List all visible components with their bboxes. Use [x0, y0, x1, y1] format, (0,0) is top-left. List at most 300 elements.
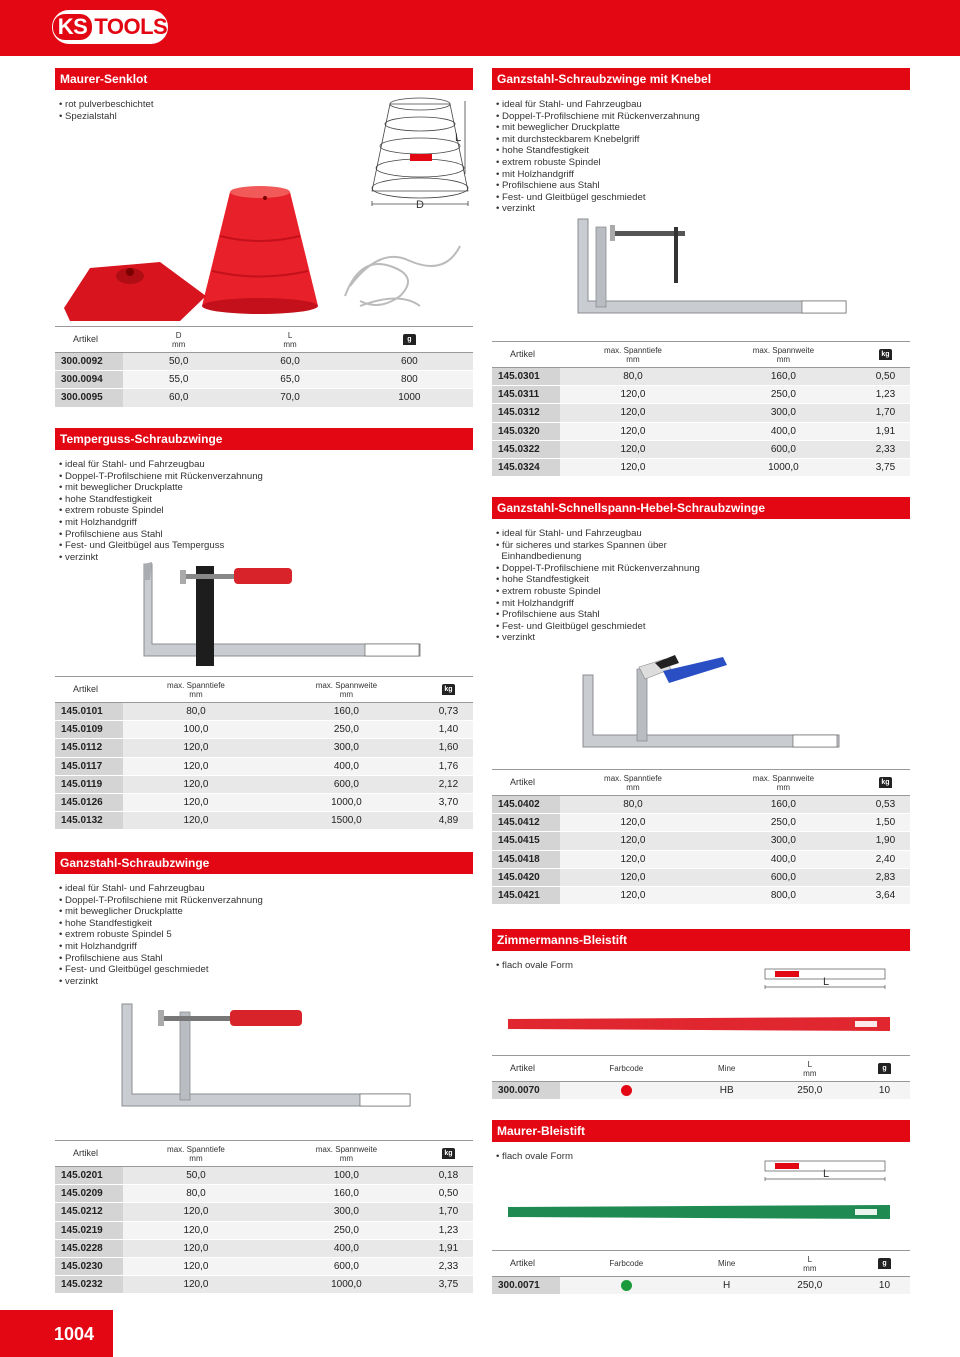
- table-row: [492, 850, 910, 868]
- weight-icon: g: [878, 1258, 891, 1269]
- table-cell-col1: 120,0: [560, 832, 706, 850]
- table-cell-col2: 300,0: [269, 1203, 424, 1221]
- col-header-spannweite-unit: mm: [776, 782, 791, 792]
- table-cell-col1: 55,0: [123, 371, 234, 389]
- feature-item: • rot pulverbeschichtet: [59, 99, 473, 111]
- table-cell-col2: 100,0: [269, 1167, 424, 1185]
- hebel-table: [492, 769, 910, 905]
- feature-item: • flach ovale Form: [496, 1151, 910, 1163]
- feature-list: [59, 459, 473, 563]
- zimmermann-table: [492, 1055, 910, 1100]
- section-title: Maurer-Bleistift: [492, 1120, 910, 1142]
- feature-item: • verzinkt: [59, 976, 473, 988]
- col-header-l-unit: mm: [283, 339, 297, 349]
- col-header-spanntiefe: [123, 1141, 269, 1167]
- feature-item: • mit Holzhandgriff: [59, 517, 473, 529]
- table-cell-col3: 3,75: [861, 458, 910, 476]
- table-cell-col2: 160,0: [706, 368, 861, 386]
- section-title: Ganzstahl-Schnellspann-Hebel-Schraubzwinge: [492, 497, 910, 519]
- col-header-l-unit: mm: [803, 1068, 817, 1078]
- col-header-spannweite-label: max. Spannweite: [752, 345, 815, 355]
- table-cell-artikel: 145.0209: [55, 1185, 123, 1203]
- col-header-d: [123, 327, 234, 353]
- logo-mark-icon: [775, 1163, 799, 1169]
- col-header-artikel: Artikel: [492, 1056, 560, 1082]
- feature-item: • mit beweglicher Druckplatte: [59, 906, 473, 918]
- table-cell-artikel: 145.0320: [492, 422, 560, 440]
- table-cell-col3: 2,40: [861, 850, 910, 868]
- feature-item: Einhandbedienung: [501, 551, 582, 563]
- table-cell-col3: 0,53: [861, 796, 910, 814]
- table-row: [55, 1185, 473, 1203]
- table-row: [492, 458, 910, 476]
- table-cell-artikel: 145.0201: [55, 1167, 123, 1185]
- feature-item: • Doppel-T-Profilschiene mit Rückenverzahnung: [59, 471, 473, 483]
- table-cell-artikel: 145.0126: [55, 793, 123, 811]
- table-cell-artikel: 145.0101: [55, 703, 123, 721]
- table-row: [55, 703, 473, 721]
- feature-item: • hohe Standfestigkeit: [496, 145, 910, 157]
- col-header-l-label: L: [807, 1254, 813, 1264]
- col-header-mine: Mine: [693, 1056, 761, 1082]
- ganzstahl-clamp-image: [110, 1000, 420, 1115]
- feature-item: • mit Holzhandgriff: [59, 941, 473, 953]
- table-cell-col2: 600,0: [706, 440, 861, 458]
- feature-item: • Fest- und Gleitbügel aus Temperguss: [59, 540, 473, 552]
- logo-text-right: TOOLS: [94, 14, 168, 39]
- table-cell-farbcode: [560, 1082, 693, 1100]
- table-cell-col2: 65,0: [234, 371, 345, 389]
- table-cell-col3: 1,90: [861, 832, 910, 850]
- col-header-weight: [346, 327, 473, 353]
- dimension-d-label: D: [416, 199, 424, 211]
- top-bar: [0, 0, 960, 56]
- feature-item: • extrem robuste Spindel 5: [59, 929, 473, 941]
- col-header-spannweite-label: max. Spannweite: [752, 773, 815, 783]
- col-header-spanntiefe-label: max. Spanntiefe: [604, 773, 662, 783]
- table-cell-artikel: 145.0109: [55, 721, 123, 739]
- dimension-l-label: L: [455, 132, 462, 144]
- table-cell-col3: 2,12: [424, 775, 473, 793]
- feature-item: • Spezialstahl: [59, 111, 473, 123]
- feature-item: • Profilschiene aus Stahl: [59, 953, 473, 965]
- table-cell-farbcode: [560, 1277, 693, 1295]
- temperguss-table: [55, 676, 473, 830]
- feature-item: • ideal für Stahl- und Fahrzeugbau: [59, 459, 473, 471]
- col-header-spannweite-label: max. Spannweite: [315, 680, 378, 690]
- feature-item: • extrem robuste Spindel: [496, 157, 910, 169]
- table-cell-artikel: 300.0070: [492, 1082, 560, 1100]
- feature-item: • verzinkt: [496, 203, 910, 215]
- table-cell-col1: 50,0: [123, 353, 234, 371]
- feature-item: • Profilschiene aus Stahl: [59, 529, 473, 541]
- table-cell-weight: 10: [859, 1277, 910, 1295]
- table-cell-col3: 3,70: [424, 793, 473, 811]
- feature-item: • ideal für Stahl- und Fahrzeugbau: [496, 99, 910, 111]
- table-cell-col2: 400,0: [706, 850, 861, 868]
- table-cell-col3: 3,64: [861, 886, 910, 904]
- zimmermann-pencil-image: [505, 965, 895, 1040]
- table-cell-col3: 600: [346, 353, 473, 371]
- temperguss-clamp-image: [130, 560, 430, 670]
- table-cell-col3: 1,91: [424, 1239, 473, 1257]
- col-header-farbcode: Farbcode: [560, 1056, 693, 1082]
- table-cell-artikel: 145.0230: [55, 1257, 123, 1275]
- table-cell-col1: 80,0: [123, 703, 269, 721]
- feature-item: • mit beweglicher Druckplatte: [59, 482, 473, 494]
- table-cell-col1: 120,0: [123, 775, 269, 793]
- table-row: [55, 721, 473, 739]
- feature-item: • verzinkt: [496, 632, 910, 644]
- table-row: [492, 796, 910, 814]
- weight-icon: kg: [879, 349, 892, 360]
- table-cell-col3: 1,50: [861, 814, 910, 832]
- table-row: [492, 832, 910, 850]
- table-cell-artikel: 145.0412: [492, 814, 560, 832]
- table-row: [492, 440, 910, 458]
- col-header-artikel: Artikel: [55, 1141, 123, 1167]
- table-cell-col2: 1000,0: [269, 793, 424, 811]
- col-header-l: [761, 1251, 859, 1277]
- table-cell-col1: 60,0: [123, 389, 234, 407]
- col-header-artikel: Artikel: [55, 677, 123, 703]
- table-cell-col2: 600,0: [269, 1257, 424, 1275]
- feature-item: • ideal für Stahl- und Fahrzeugbau: [496, 528, 910, 540]
- weight-icon: kg: [442, 684, 455, 695]
- feature-item: • Fest- und Gleitbügel geschmiedet: [59, 964, 473, 976]
- table-cell-artikel: 300.0071: [492, 1277, 560, 1295]
- table-cell-artikel: 145.0132: [55, 812, 123, 830]
- table-row: [55, 353, 473, 371]
- table-cell-col3: 1,70: [861, 404, 910, 422]
- feature-list: [59, 883, 473, 987]
- table-cell-col2: 250,0: [706, 386, 861, 404]
- table-cell-col1: 120,0: [560, 886, 706, 904]
- ganzstahl-table: [55, 1140, 473, 1294]
- table-cell-col1: 80,0: [560, 368, 706, 386]
- table-row: [492, 368, 910, 386]
- col-header-weight: [859, 1251, 910, 1277]
- table-cell-col3: 2,33: [424, 1257, 473, 1275]
- col-header-spannweite-unit: mm: [339, 1153, 354, 1163]
- table-row: [492, 814, 910, 832]
- table-cell-col1: 120,0: [560, 440, 706, 458]
- col-header-spanntiefe-unit: mm: [189, 1153, 203, 1163]
- col-header-weight: [424, 677, 473, 703]
- weight-icon: g: [403, 334, 416, 345]
- table-cell-col2: 160,0: [706, 796, 861, 814]
- table-row: [55, 1257, 473, 1275]
- table-row: [492, 868, 910, 886]
- col-header-spanntiefe-label: max. Spanntiefe: [604, 345, 662, 355]
- table-row: [55, 1221, 473, 1239]
- section-ganzstahl: [55, 852, 473, 987]
- table-row: [55, 812, 473, 830]
- col-header-mine: Mine: [693, 1251, 761, 1277]
- table-row: [492, 386, 910, 404]
- feature-item: • hohe Standfestigkeit: [59, 918, 473, 930]
- table-cell-col3: 1,91: [861, 422, 910, 440]
- table-cell-artikel: 145.0311: [492, 386, 560, 404]
- dimension-l-label: L: [823, 976, 830, 988]
- table-cell-artikel: 300.0092: [55, 353, 123, 371]
- col-header-artikel: Artikel: [492, 770, 560, 796]
- logo-mark-icon: [775, 971, 799, 977]
- col-header-artikel: Artikel: [492, 1251, 560, 1277]
- feature-item: • Doppel-T-Profilschiene mit Rückenverzahnung: [496, 563, 910, 575]
- section-title: Zimmermanns-Bleistift: [492, 929, 910, 951]
- col-header-weight: [861, 342, 910, 368]
- table-cell-col2: 160,0: [269, 1185, 424, 1203]
- feature-item: • hohe Standfestigkeit: [59, 494, 473, 506]
- section-temperguss: [55, 428, 473, 563]
- table-row: [55, 1203, 473, 1221]
- table-cell-artikel: 145.0420: [492, 868, 560, 886]
- logo-text-left: KS: [53, 14, 93, 40]
- table-cell-artikel: 145.0112: [55, 739, 123, 757]
- table-row: [492, 404, 910, 422]
- table-cell-col2: 400,0: [269, 1239, 424, 1257]
- col-header-l-unit: mm: [803, 1263, 817, 1273]
- feature-item: • extrem robuste Spindel: [59, 505, 473, 517]
- table-cell-l: 250,0: [761, 1082, 859, 1100]
- table-cell-col1: 120,0: [560, 850, 706, 868]
- col-header-spannweite: [269, 1141, 424, 1167]
- table-cell-col3: 3,75: [424, 1276, 473, 1294]
- table-cell-col3: 1000: [346, 389, 473, 407]
- table-cell-col2: 300,0: [706, 832, 861, 850]
- table-cell-col1: 80,0: [560, 796, 706, 814]
- table-cell-col3: 800: [346, 371, 473, 389]
- maurer-bleistift-table: [492, 1250, 910, 1295]
- col-header-spanntiefe: [560, 770, 706, 796]
- col-header-artikel: Artikel: [492, 342, 560, 368]
- table-row: [492, 1082, 910, 1100]
- col-header-artikel: Artikel: [55, 327, 123, 353]
- table-cell-col3: 2,83: [861, 868, 910, 886]
- feature-item: • Doppel-T-Profilschiene mit Rückenverzahnung: [59, 895, 473, 907]
- table-cell-col1: 120,0: [123, 1257, 269, 1275]
- table-cell-col3: 1,40: [424, 721, 473, 739]
- table-cell-col1: 120,0: [123, 739, 269, 757]
- table-row: [55, 1276, 473, 1294]
- section-title: Maurer-Senklot: [55, 68, 473, 90]
- table-cell-col1: 120,0: [123, 812, 269, 830]
- table-cell-col2: 1000,0: [706, 458, 861, 476]
- col-header-spannweite-unit: mm: [776, 354, 791, 364]
- table-cell-col2: 70,0: [234, 389, 345, 407]
- table-cell-artikel: 145.0232: [55, 1276, 123, 1294]
- col-header-spanntiefe-unit: mm: [189, 689, 203, 699]
- table-cell-artikel: 145.0322: [492, 440, 560, 458]
- feature-item: • mit Holzhandgriff: [496, 598, 910, 610]
- col-header-d-unit: mm: [172, 339, 186, 349]
- hebel-clamp-image: [575, 655, 845, 755]
- table-cell-artikel: 145.0415: [492, 832, 560, 850]
- table-cell-col1: 120,0: [560, 868, 706, 886]
- table-cell-artikel: 145.0228: [55, 1239, 123, 1257]
- table-row: [55, 371, 473, 389]
- table-row: [492, 1277, 910, 1295]
- table-cell-col2: 250,0: [269, 1221, 424, 1239]
- section-title: Ganzstahl-Schraubzwinge: [55, 852, 473, 874]
- table-cell-col2: 800,0: [706, 886, 861, 904]
- table-cell-col1: 120,0: [123, 1203, 269, 1221]
- table-cell-col2: 400,0: [269, 757, 424, 775]
- table-cell-col2: 300,0: [269, 739, 424, 757]
- dimension-l-label: L: [823, 1168, 830, 1180]
- feature-item: • verzinkt: [59, 552, 473, 564]
- table-row: [55, 389, 473, 407]
- table-cell-col3: 1,76: [424, 757, 473, 775]
- table-cell-col2: 600,0: [706, 868, 861, 886]
- logo-mark-icon: [410, 154, 432, 161]
- table-cell-mine: HB: [693, 1082, 761, 1100]
- table-cell-artikel: 145.0212: [55, 1203, 123, 1221]
- table-row: [55, 1239, 473, 1257]
- col-header-weight: [424, 1141, 473, 1167]
- feature-item: • Profilschiene aus Stahl: [496, 609, 910, 621]
- table-cell-artikel: 145.0402: [492, 796, 560, 814]
- table-cell-col2: 250,0: [706, 814, 861, 832]
- table-row: [55, 757, 473, 775]
- feature-item: • mit beweglicher Druckplatte: [496, 122, 910, 134]
- feature-item: • mit durchsteckbarem Knebelgriff: [496, 134, 910, 146]
- table-cell-artikel: 300.0095: [55, 389, 123, 407]
- section-knebel: [492, 68, 910, 215]
- table-cell-col3: 1,23: [424, 1221, 473, 1239]
- color-dot-icon: [621, 1085, 632, 1096]
- table-cell-col1: 100,0: [123, 721, 269, 739]
- table-row: [55, 793, 473, 811]
- table-cell-col2: 250,0: [269, 721, 424, 739]
- feature-item: • flach ovale Form: [496, 960, 910, 972]
- page-number: 1004: [0, 1310, 113, 1357]
- brand-logo: [52, 10, 168, 44]
- col-header-spanntiefe-label: max. Spanntiefe: [167, 680, 225, 690]
- table-cell-col1: 80,0: [123, 1185, 269, 1203]
- col-header-d-label: D: [175, 330, 182, 340]
- feature-item: • ideal für Stahl- und Fahrzeugbau: [59, 883, 473, 895]
- col-header-weight: [859, 1056, 910, 1082]
- feature-item: • Doppel-T-Profilschiene mit Rückenverzahnung: [496, 111, 910, 123]
- section-title: Ganzstahl-Schraubzwinge mit Knebel: [492, 68, 910, 90]
- weight-icon: kg: [879, 777, 892, 788]
- table-cell-artikel: 145.0324: [492, 458, 560, 476]
- feature-list: [496, 99, 910, 215]
- table-row: [492, 886, 910, 904]
- table-cell-col3: 4,89: [424, 812, 473, 830]
- col-header-spanntiefe: [123, 677, 269, 703]
- table-cell-artikel: 145.0119: [55, 775, 123, 793]
- table-cell-col3: 2,33: [861, 440, 910, 458]
- table-cell-col1: 120,0: [560, 404, 706, 422]
- col-header-spannweite-label: max. Spannweite: [315, 1144, 378, 1154]
- table-cell-col1: 120,0: [123, 757, 269, 775]
- table-cell-col2: 1500,0: [269, 812, 424, 830]
- weight-icon: kg: [442, 1148, 455, 1159]
- feature-item: • Profilschiene aus Stahl: [496, 180, 910, 192]
- col-header-spanntiefe: [560, 342, 706, 368]
- table-cell-col1: 120,0: [123, 1221, 269, 1239]
- table-cell-col3: 0,50: [861, 368, 910, 386]
- table-cell-col1: 120,0: [560, 386, 706, 404]
- table-cell-col1: 120,0: [123, 793, 269, 811]
- table-cell-col2: 400,0: [706, 422, 861, 440]
- table-cell-l: 250,0: [761, 1277, 859, 1295]
- senklot-table: [55, 326, 473, 408]
- feature-item: • Fest- und Gleitbügel geschmiedet: [496, 192, 910, 204]
- knebel-table: [492, 341, 910, 477]
- table-cell-artikel: 300.0094: [55, 371, 123, 389]
- col-header-spanntiefe-unit: mm: [626, 354, 640, 364]
- feature-item: • mit Holzhandgriff: [496, 169, 910, 181]
- table-cell-col3: 0,73: [424, 703, 473, 721]
- color-dot-icon: [621, 1280, 632, 1291]
- feature-item: • hohe Standfestigkeit: [496, 574, 910, 586]
- table-cell-artikel: 145.0219: [55, 1221, 123, 1239]
- table-cell-mine: H: [693, 1277, 761, 1295]
- feature-item: • Fest- und Gleitbügel geschmiedet: [496, 621, 910, 633]
- table-cell-artikel: 145.0312: [492, 404, 560, 422]
- col-header-spannweite-unit: mm: [339, 689, 354, 699]
- col-header-spanntiefe-unit: mm: [626, 782, 640, 792]
- weight-icon: g: [878, 1063, 891, 1074]
- feature-list: [496, 528, 910, 644]
- table-cell-artikel: 145.0418: [492, 850, 560, 868]
- table-cell-col2: 600,0: [269, 775, 424, 793]
- table-cell-col1: 120,0: [560, 422, 706, 440]
- col-header-spannweite: [706, 770, 861, 796]
- table-cell-weight: 10: [859, 1082, 910, 1100]
- table-row: [55, 1167, 473, 1185]
- col-header-farbcode: Farbcode: [560, 1251, 693, 1277]
- table-cell-col1: 120,0: [123, 1239, 269, 1257]
- col-header-l: [761, 1056, 859, 1082]
- table-cell-col3: 1,70: [424, 1203, 473, 1221]
- table-cell-artikel: 145.0117: [55, 757, 123, 775]
- table-row: [55, 739, 473, 757]
- col-header-spannweite: [706, 342, 861, 368]
- table-cell-col1: 120,0: [123, 1276, 269, 1294]
- table-cell-col2: 300,0: [706, 404, 861, 422]
- col-header-weight: [861, 770, 910, 796]
- section-title: Temperguss-Schraubzwinge: [55, 428, 473, 450]
- table-cell-col2: 60,0: [234, 353, 345, 371]
- senklot-image: [60, 96, 470, 321]
- table-cell-col1: 50,0: [123, 1167, 269, 1185]
- table-cell-col2: 1000,0: [269, 1276, 424, 1294]
- col-header-spannweite: [269, 677, 424, 703]
- knebel-clamp-image: [570, 215, 850, 320]
- table-cell-col1: 120,0: [560, 458, 706, 476]
- table-cell-col3: 1,23: [861, 386, 910, 404]
- table-row: [492, 422, 910, 440]
- feature-item: • extrem robuste Spindel: [496, 586, 910, 598]
- table-cell-artikel: 145.0421: [492, 886, 560, 904]
- table-cell-col3: 1,60: [424, 739, 473, 757]
- col-header-l-label: L: [807, 1059, 813, 1069]
- col-header-spanntiefe-label: max. Spanntiefe: [167, 1144, 225, 1154]
- col-header-l-label: L: [287, 330, 293, 340]
- table-cell-col3: 0,18: [424, 1167, 473, 1185]
- feature-item: • für sicheres und starkes Spannen über: [496, 540, 910, 552]
- table-cell-col2: 160,0: [269, 703, 424, 721]
- table-cell-artikel: 145.0301: [492, 368, 560, 386]
- maurer-pencil-image: [505, 1157, 895, 1227]
- section-hebel: [492, 497, 910, 644]
- col-header-l: [234, 327, 345, 353]
